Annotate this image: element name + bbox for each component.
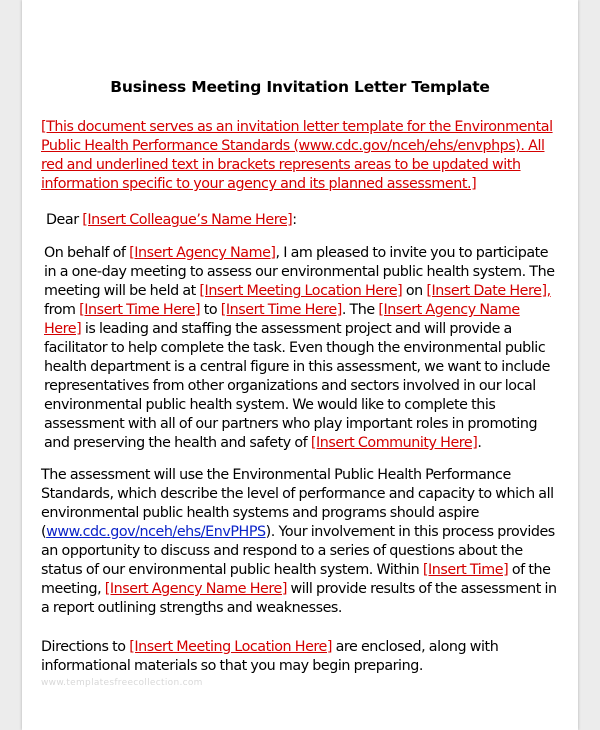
meeting-location-placeholder[interactable]: [Insert Meeting Location Here] bbox=[129, 639, 332, 655]
paragraph-line: environmental public health system. We would like to complete this bbox=[44, 397, 496, 413]
paragraph-line: informational materials so that you may begin preparing. bbox=[41, 658, 423, 674]
paragraph-assessment bbox=[41, 466, 557, 618]
paragraph-line bbox=[41, 580, 557, 599]
paragraph-line bbox=[41, 638, 498, 657]
agency-name-placeholder[interactable]: [Insert Agency Name Here] bbox=[104, 581, 287, 597]
paragraph-line bbox=[44, 282, 555, 301]
paragraph-line: a report outlining strengths and weaknesses. bbox=[41, 600, 343, 616]
intro-line: [This document serves as an invitation letter template for the Environmental bbox=[41, 119, 553, 135]
community-placeholder[interactable]: [Insert Community Here] bbox=[310, 435, 478, 451]
colleague-name-placeholder[interactable]: [Insert Colleague’s Name Here] bbox=[82, 212, 293, 228]
start-time-placeholder[interactable]: [Insert Time Here] bbox=[79, 302, 201, 318]
paragraph-directions bbox=[41, 638, 498, 676]
paragraph-line bbox=[41, 561, 557, 580]
agency-name-placeholder[interactable]: Here] bbox=[44, 321, 82, 337]
text-run: to bbox=[200, 302, 221, 318]
paragraph-line bbox=[44, 244, 555, 263]
agency-name-placeholder[interactable]: [Insert Agency Name bbox=[378, 302, 520, 318]
paragraph-line: representatives from other organizations and sectors involved in our local bbox=[44, 378, 536, 394]
end-time-placeholder[interactable]: [Insert Time Here] bbox=[220, 302, 342, 318]
text-run: and preserving the health and safety of bbox=[44, 435, 311, 451]
paragraph-line: health department is a central figure in this assessment, we want to include bbox=[44, 359, 550, 375]
paragraph-line: an opportunity to discuss and respond to a series of questions about the bbox=[41, 543, 523, 559]
paragraph-line: assessment with all of our partners who play important roles in promoting bbox=[44, 416, 538, 432]
paragraph-line: facilitator to help complete the task. Even though the environmental public bbox=[44, 340, 546, 356]
text-run: meeting will be held at bbox=[44, 283, 200, 299]
paragraph-line bbox=[44, 434, 555, 453]
agency-name-placeholder[interactable]: [Insert Agency Name] bbox=[129, 245, 276, 261]
text-run: are enclosed, along with bbox=[332, 639, 499, 655]
paragraph-line: The assessment will use the Environmental Public Health Performance bbox=[41, 467, 511, 483]
paragraph-invitation bbox=[44, 244, 555, 453]
document-title: Business Meeting Invitation Letter Template bbox=[110, 78, 490, 96]
paragraph-line bbox=[44, 320, 555, 339]
paragraph-line bbox=[44, 301, 555, 320]
text-run: will provide results of the assessment in bbox=[286, 581, 557, 597]
text-run: , I am pleased to invite you to participate bbox=[275, 245, 549, 261]
paragraph-line bbox=[41, 523, 557, 542]
text-run: of the bbox=[508, 562, 551, 578]
text-run: Directions to bbox=[41, 639, 130, 655]
date-placeholder[interactable]: [Insert Date Here], bbox=[426, 283, 551, 299]
paragraph-line: environmental public health systems and programs should aspire bbox=[41, 505, 479, 521]
text-run: meeting, bbox=[41, 581, 105, 597]
salutation bbox=[46, 211, 297, 230]
intro-note bbox=[41, 118, 553, 194]
time-placeholder[interactable]: [Insert Time] bbox=[422, 562, 509, 578]
text-run: on bbox=[402, 283, 427, 299]
text-run: ). Your involvement in this process provides bbox=[265, 524, 555, 540]
text-run: ( bbox=[41, 524, 47, 540]
salutation-lead: Dear bbox=[46, 212, 83, 228]
meeting-location-placeholder[interactable]: [Insert Meeting Location Here] bbox=[199, 283, 403, 299]
text-run: On behalf of bbox=[44, 245, 130, 261]
text-run: . The bbox=[341, 302, 379, 318]
intro-line: Public Health Performance Standards (www.cdc.gov/nceh/ehs/envphps). All bbox=[41, 138, 545, 154]
envphps-link[interactable]: www.cdc.gov/nceh/ehs/EnvPHPS bbox=[46, 524, 266, 540]
watermark: www.templatesfreecollection.com bbox=[41, 678, 203, 688]
paragraph-line: in a one-day meeting to assess our environmental public health system. The bbox=[44, 264, 555, 280]
text-run: status of our environmental public health system. Within bbox=[41, 562, 423, 578]
intro-line: red and underlined text in brackets represents areas to be updated with bbox=[41, 157, 521, 173]
text-run: is leading and staffing the assessment project and will provide a bbox=[81, 321, 512, 337]
salutation-tail: : bbox=[292, 212, 297, 228]
paragraph-line: Standards, which describe the level of performance and capacity to which all bbox=[41, 486, 554, 502]
text-run: . bbox=[477, 435, 482, 451]
intro-line: information specific to your agency and its planned assessment.] bbox=[41, 176, 477, 192]
text-run: from bbox=[44, 302, 80, 318]
